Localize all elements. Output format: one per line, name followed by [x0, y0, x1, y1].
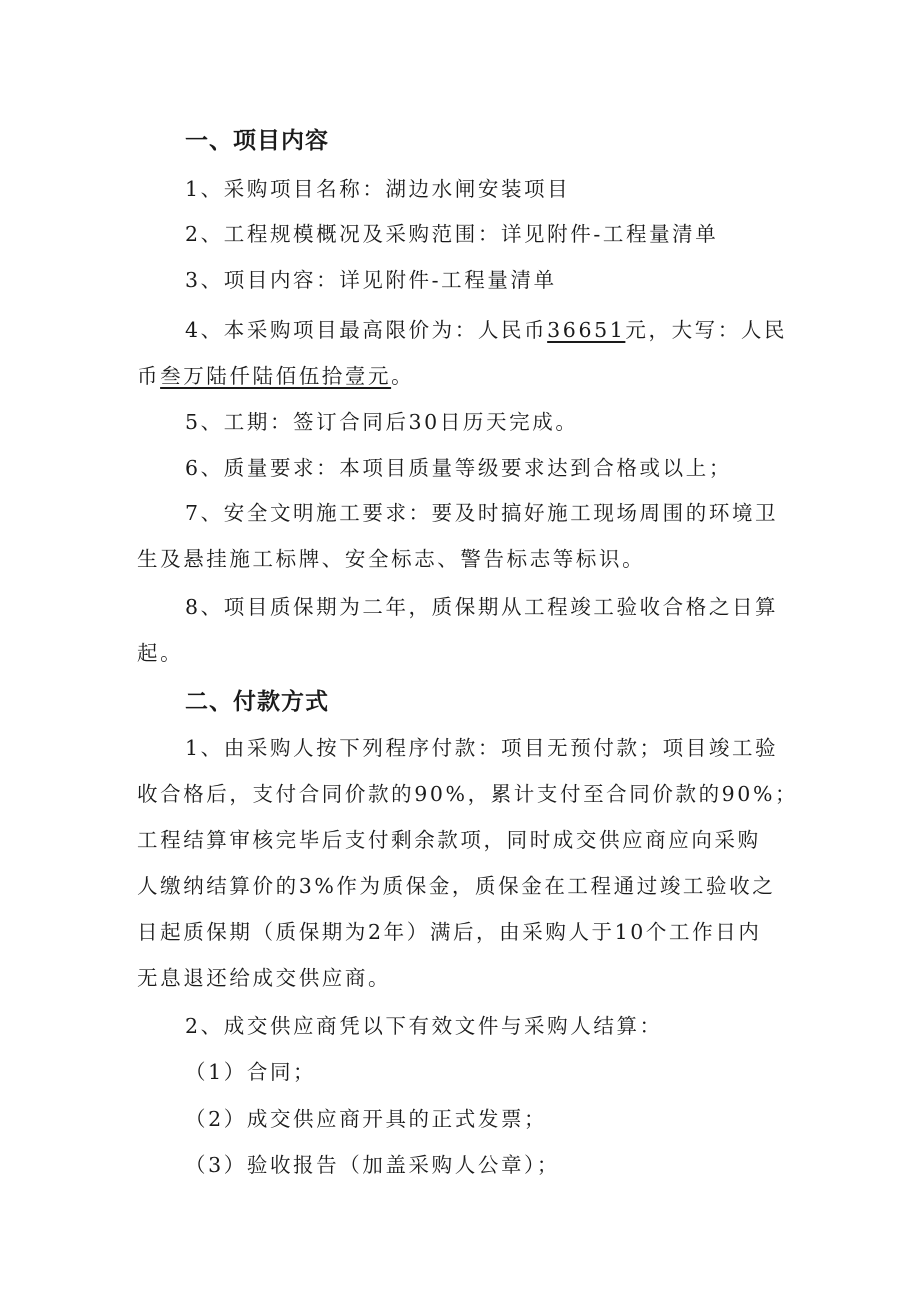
price-limit-line2-suffix: 。: [391, 364, 415, 388]
payment-item1-line3: 工程结算审核完毕后支付剩余款项，同时成交供应商应向采购: [137, 828, 761, 852]
item-project-scope: 2、工程规模概况及采购范围：详见附件-工程量清单: [185, 222, 719, 246]
item-project-content: 3、项目内容：详见附件-工程量清单: [185, 268, 557, 292]
price-limit-prefix: 4、本采购项目最高限价为：人民币: [185, 318, 548, 342]
section-heading-project-content: 一、项目内容: [185, 128, 329, 154]
item-safety-line1: 7、安全文明施工要求：要及时搞好施工现场周围的环境卫: [185, 501, 779, 525]
item-quality: 6、质量要求：本项目质量等级要求达到合格或以上；: [185, 456, 732, 480]
payment-item1-line5: 日起质保期（质保期为2年）满后，由采购人于10个工作日内: [137, 920, 762, 944]
payment-item2-sub1: （1）合同；: [185, 1060, 317, 1084]
payment-item2-sub2: （2）成交供应商开具的正式发票；: [185, 1107, 548, 1131]
item-project-name: 1、采购项目名称：湖边水闸安装项目: [185, 177, 571, 201]
payment-item2-intro: 2、成交供应商凭以下有效文件与采购人结算：: [185, 1014, 663, 1038]
item-price-limit-line2: [137, 359, 414, 389]
section-heading-payment: 二、付款方式: [185, 689, 329, 715]
item-warranty-line2: 起。: [137, 641, 184, 665]
price-limit-line2-prefix: 币: [137, 364, 161, 388]
item-duration: 5、工期：签订合同后30日历天完成。: [185, 410, 579, 434]
payment-item1-line2: 收合格后，支付合同价款的90%，累计支付至合同价款的90%；: [137, 782, 799, 806]
payment-item1-line4: 人缴纳结算价的3%作为质保金，质保金在工程通过竣工验收之: [137, 874, 776, 898]
item-safety-line2: 生及悬挂施工标牌、安全标志、警告标志等标识。: [137, 547, 646, 571]
payment-item1-line1: 1、由采购人按下列程序付款：项目无预付款；项目竣工验: [185, 736, 779, 760]
payment-item1-line6: 无息退还给成交供应商。: [137, 966, 392, 990]
payment-item2-sub3: （3）验收报告（加盖采购人公章）；: [185, 1153, 560, 1177]
item-price-limit-line1: [185, 313, 787, 343]
price-limit-amount: 36651: [547, 318, 626, 342]
item-warranty-line1: 8、项目质保期为二年，质保期从工程竣工验收合格之日算: [185, 595, 779, 619]
price-limit-amount-words: 叁万陆仟陆佰伍拾壹元: [160, 364, 392, 388]
price-limit-middle: 元，大写：人民: [625, 318, 788, 342]
